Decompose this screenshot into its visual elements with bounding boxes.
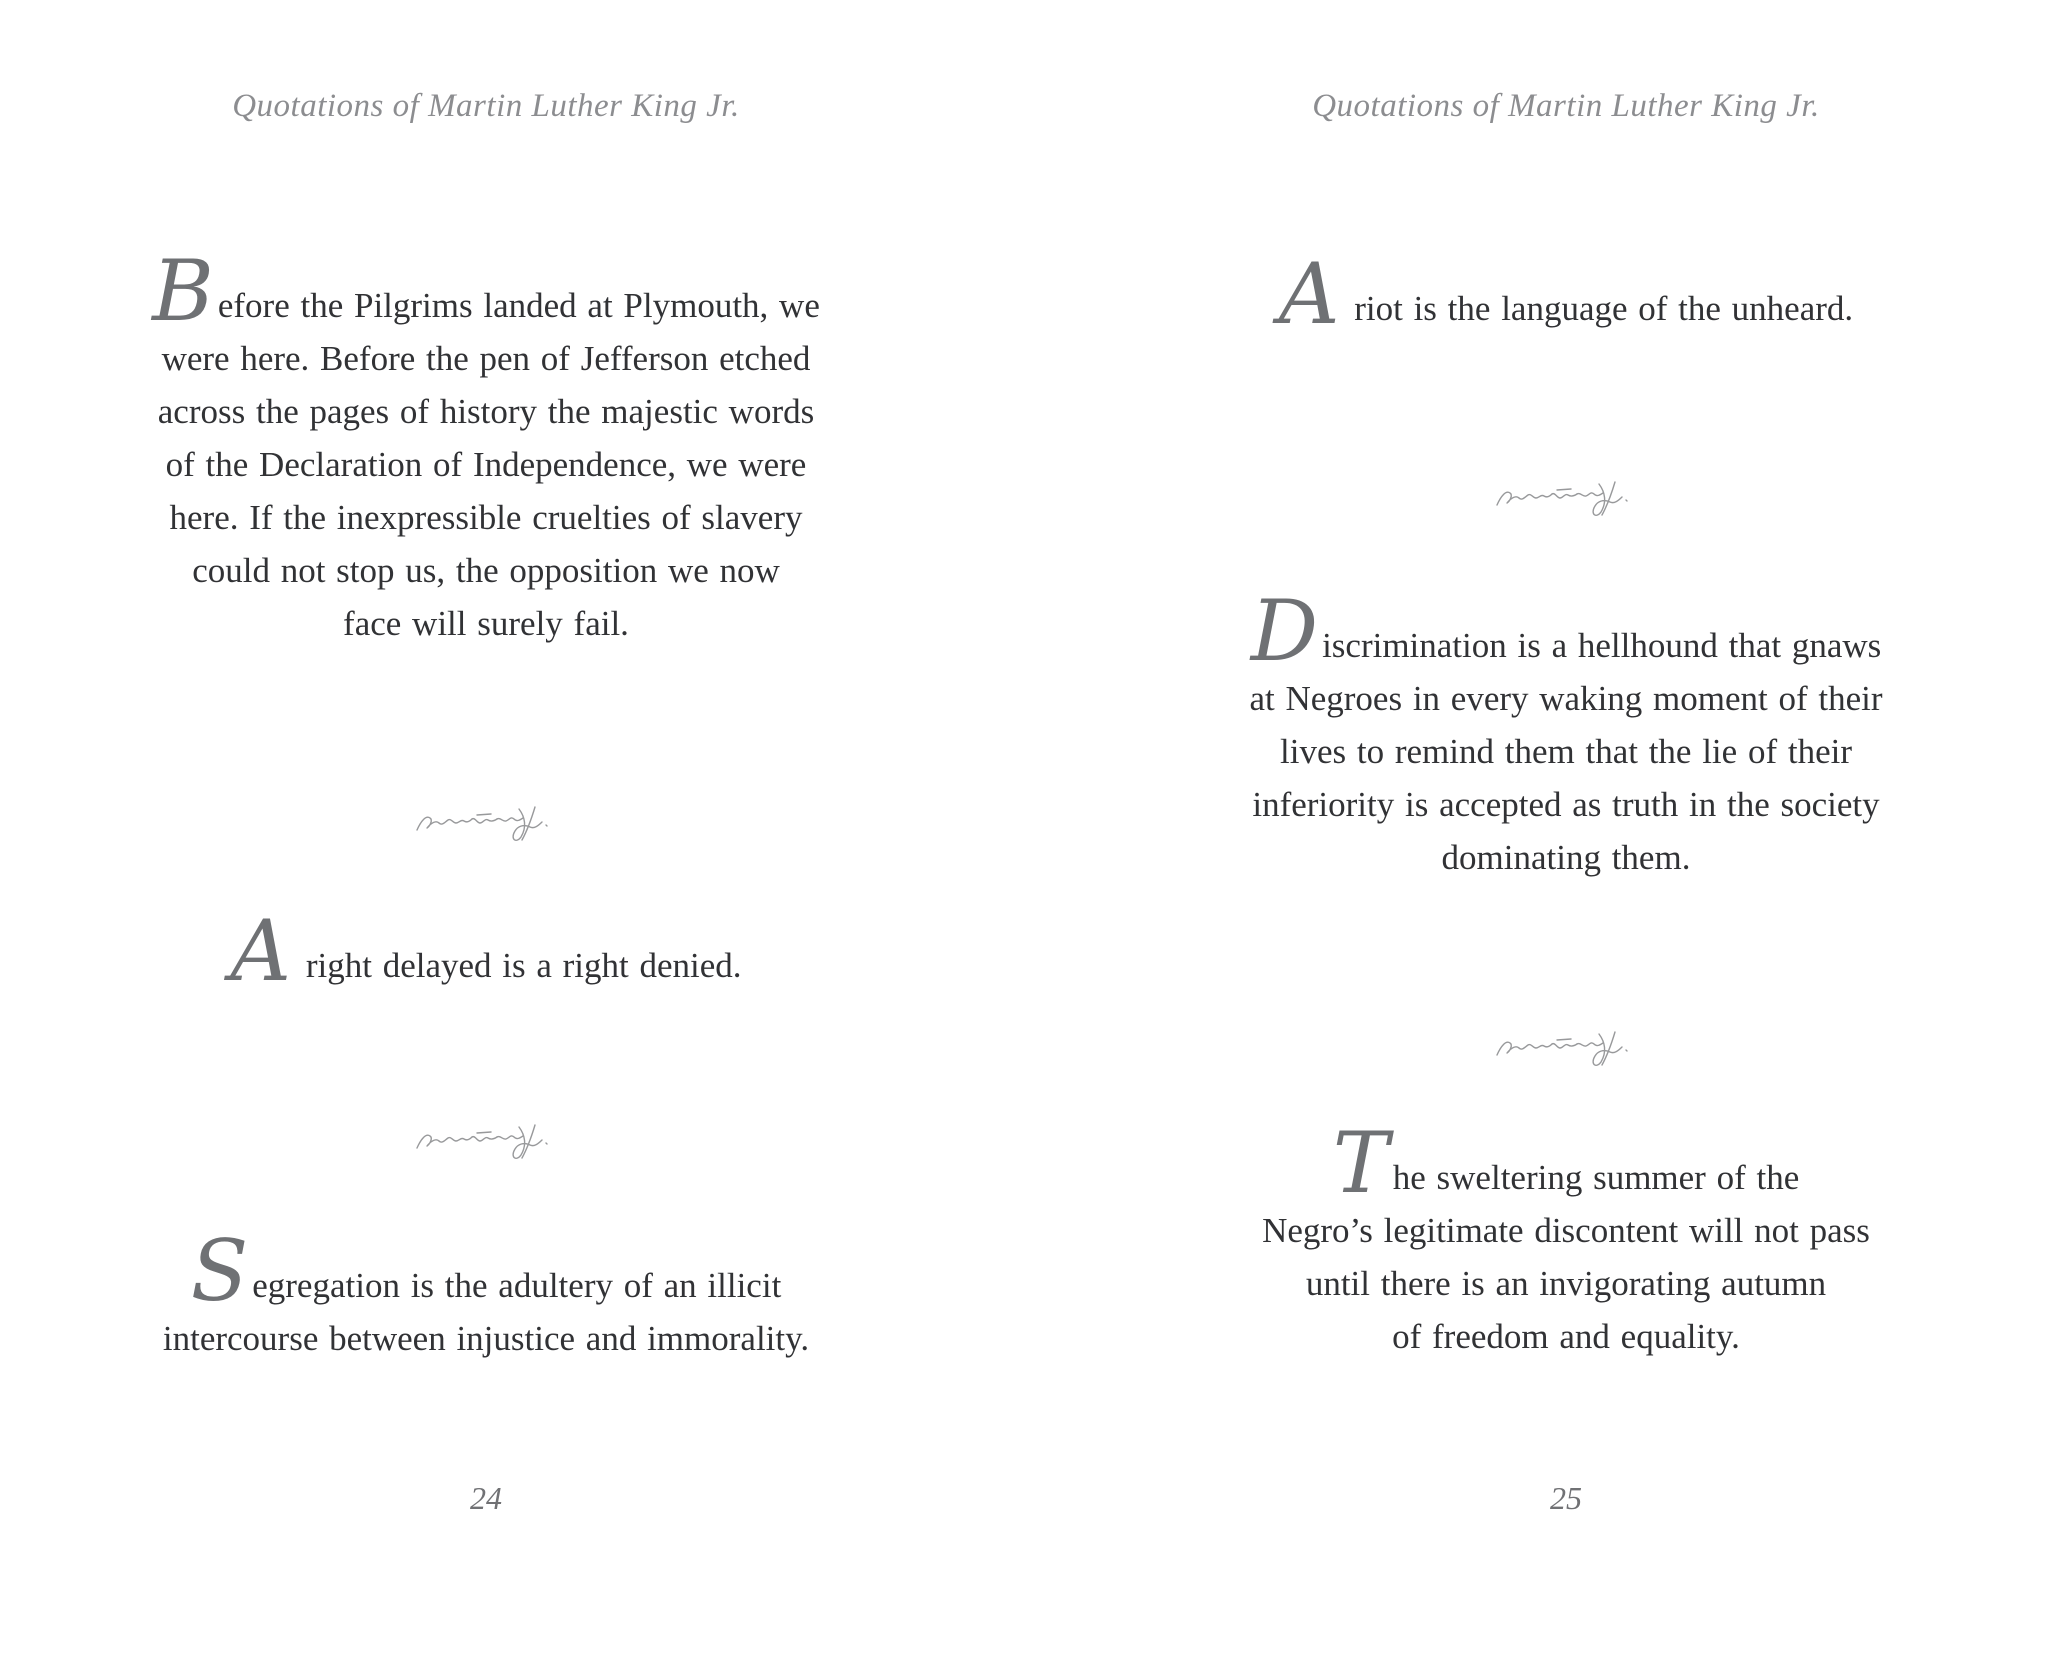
quote-line: Discrimination is a hellhound that gnaws	[1250, 582, 1882, 680]
mlk-signature-icon	[1491, 1020, 1641, 1072]
quote-line: dominating them.	[1441, 838, 1691, 877]
quote-line: were here. Before the pen of Jefferson etched	[161, 339, 811, 378]
drop-cap: T	[1332, 1114, 1389, 1212]
quote-discrimination	[1210, 582, 1922, 884]
page-24	[130, 0, 842, 1664]
quote-line: A right delayed is a right denied.	[230, 902, 742, 1000]
drop-cap: D	[1250, 582, 1319, 680]
quote-line: could not stop us, the opposition we now	[192, 551, 780, 590]
quote-sweltering-summer	[1210, 1114, 1922, 1363]
quote-line: inferiority is accepted as truth in the society	[1252, 785, 1880, 824]
quote-line: A riot is the language of the unheard.	[1278, 245, 1854, 343]
quote-a-riot	[1210, 245, 1922, 343]
quote-line: intercourse between injustice and immorality.	[162, 1319, 810, 1358]
drop-cap: B	[152, 242, 214, 340]
quote-line: Negro’s legitimate discontent will not pass	[1262, 1211, 1870, 1250]
quote-line: of freedom and equality.	[1392, 1317, 1740, 1356]
page-25	[1210, 0, 1922, 1664]
drop-cap: S	[190, 1222, 249, 1320]
drop-cap: A	[1278, 245, 1340, 343]
quote-line: at Negroes in every waking moment of their	[1249, 679, 1883, 718]
quote-before-the-pilgrims	[130, 242, 842, 650]
quote-line: lives to remind them that the lie of their	[1280, 732, 1852, 771]
drop-cap: A	[230, 902, 292, 1000]
page-number-right: 25	[1550, 1480, 1582, 1516]
quote-right-delayed	[130, 902, 842, 1000]
quote-segregation	[130, 1222, 842, 1365]
quote-line: face will surely fail.	[343, 604, 629, 643]
quote-line: here. If the inexpressible cruelties of slavery	[169, 498, 803, 537]
mlk-signature-icon	[1491, 470, 1641, 522]
quote-line: until there is an invigorating autumn	[1305, 1264, 1827, 1303]
mlk-signature-icon	[411, 1113, 561, 1165]
running-head: Quotations of Martin Luther King Jr.	[1312, 88, 1820, 124]
quote-line: of the Declaration of Independence, we were	[165, 445, 807, 484]
quote-line: The sweltering summer of the	[1332, 1114, 1800, 1212]
quote-line: Segregation is the adultery of an illicit	[190, 1222, 782, 1320]
page-number-left: 24	[470, 1480, 502, 1516]
mlk-signature-icon	[411, 795, 561, 847]
running-head: Quotations of Martin Luther King Jr.	[232, 88, 740, 124]
quote-line: across the pages of history the majestic words	[157, 392, 815, 431]
quote-line: Before the Pilgrims landed at Plymouth, we	[152, 242, 820, 340]
